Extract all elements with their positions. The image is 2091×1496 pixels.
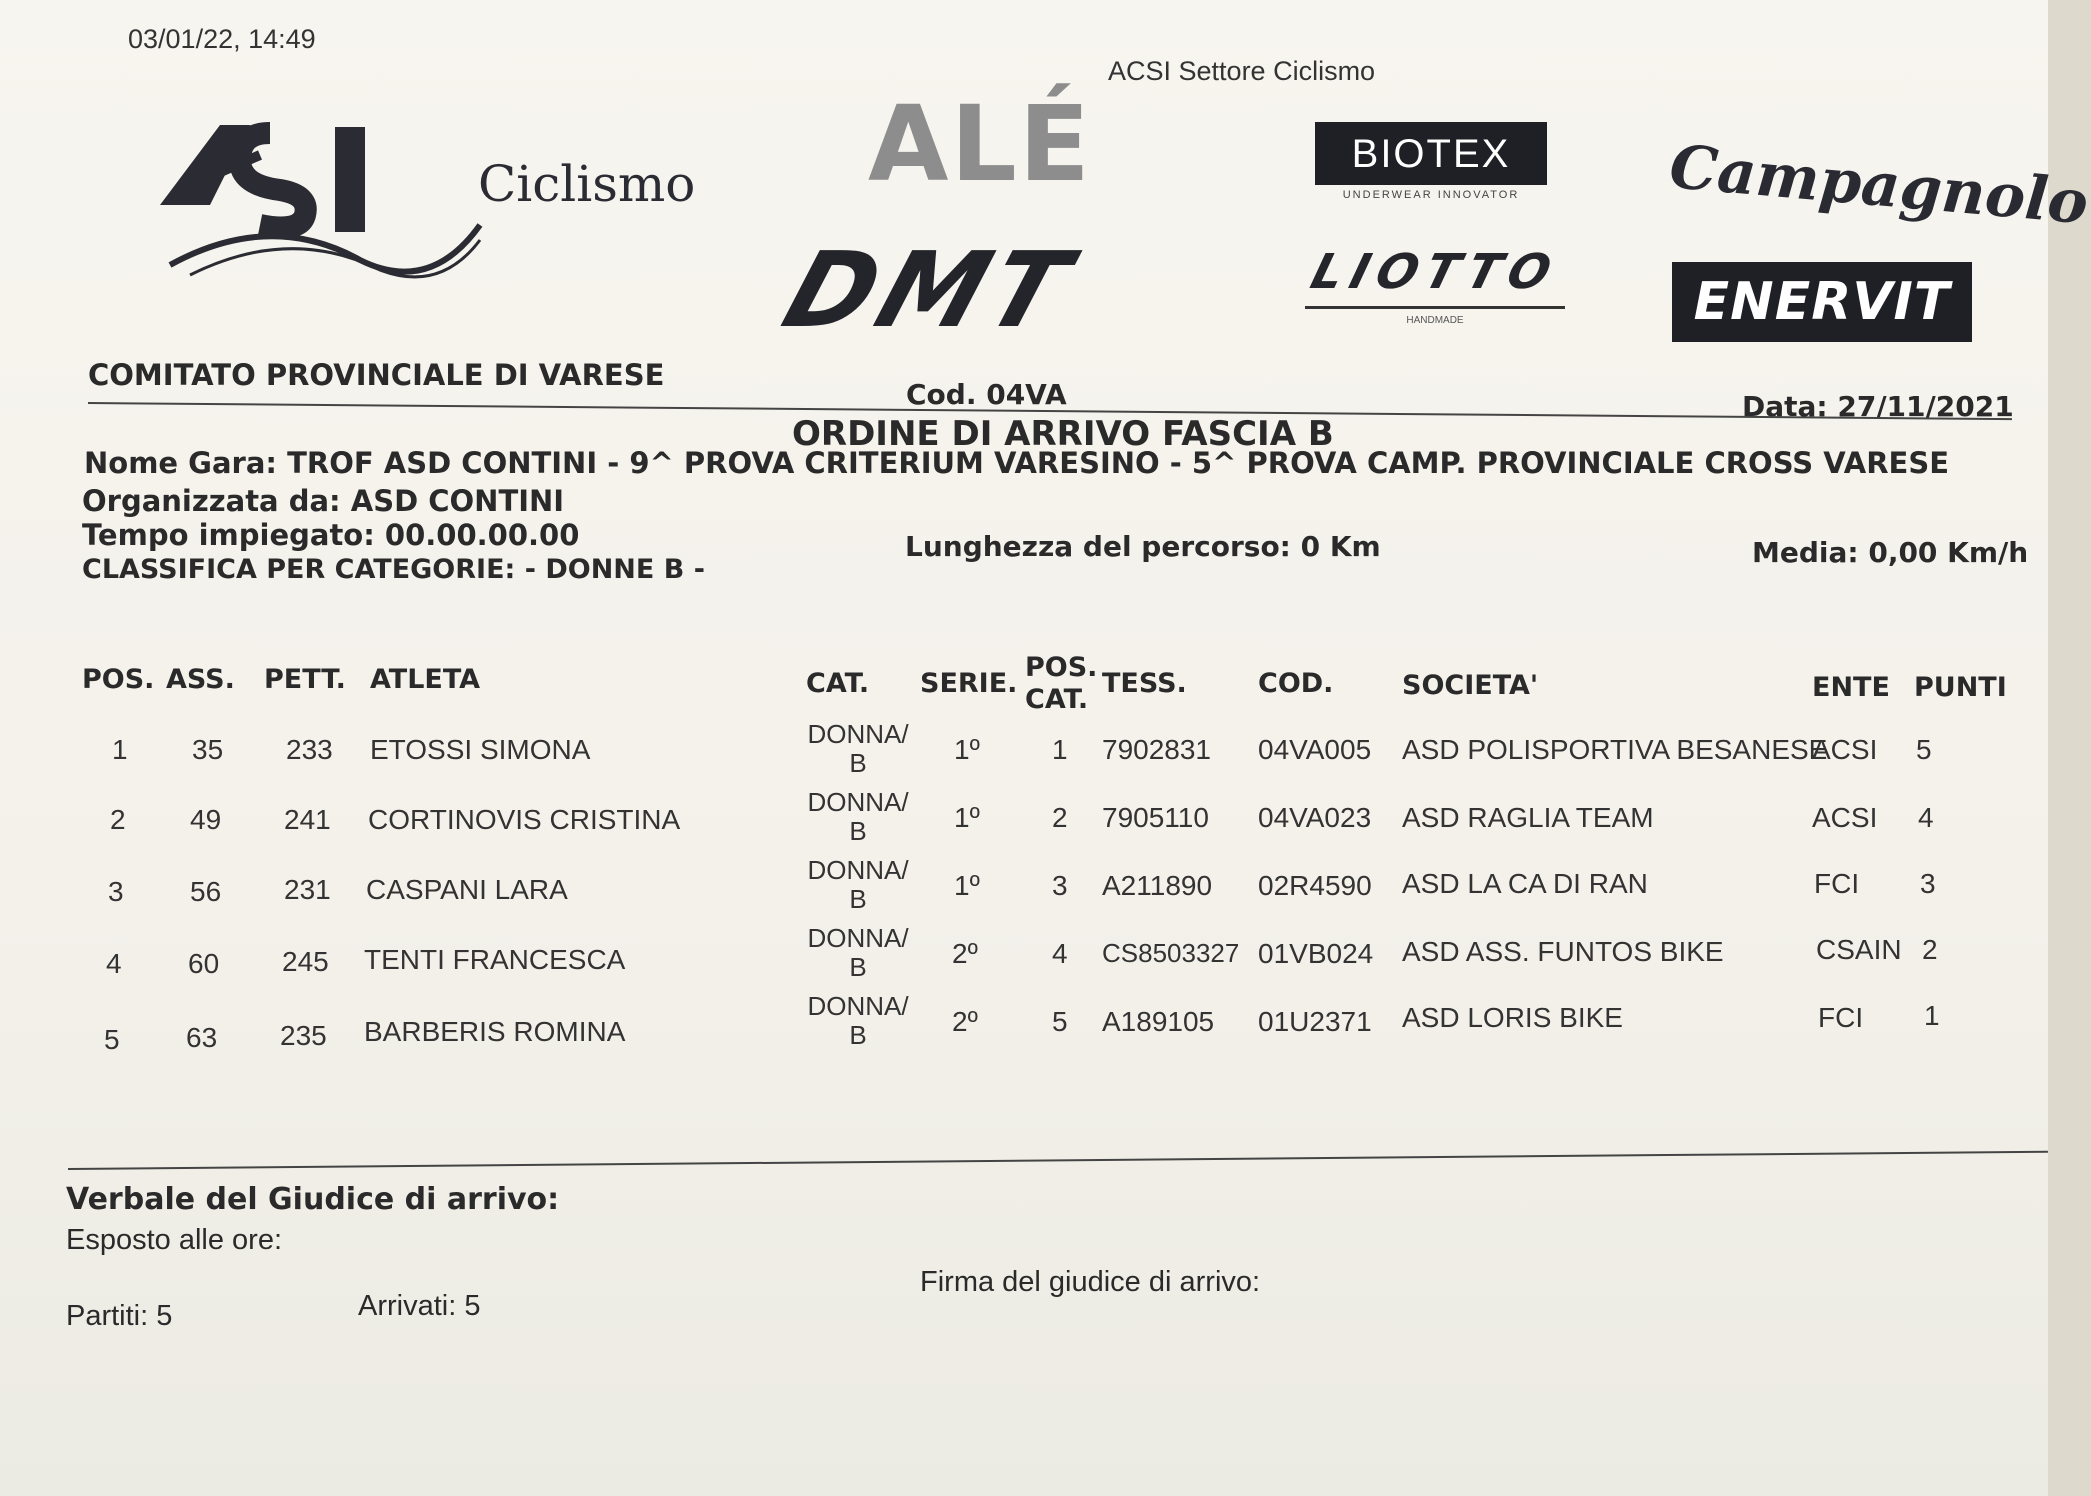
cell-ass: 49 [190,804,222,835]
cell-pos: 2 [110,804,126,835]
biotex-logo-tagline: UNDERWEAR INNOVATOR [1342,189,1520,201]
cell-cat-line2: B [849,747,867,778]
cell-pett: 231 [284,874,331,905]
cell-ente: FCI [1814,868,1860,899]
cell-cat [800,788,916,845]
col-cat: CAT. [806,668,870,699]
cell-cod: 01VB024 [1258,938,1374,969]
cell-tess: A189105 [1102,1006,1215,1037]
time-used: Tempo impiegato: 00.00.00.00 [82,518,580,552]
cell-poscat: 4 [1052,938,1068,969]
cell-poscat: 5 [1052,1006,1068,1037]
committee-name: COMITATO PROVINCIALE DI VARESE [88,358,665,392]
document-title: ORDINE DI ARRIVO FASCIA B [792,414,1334,454]
col-societa: SOCIETA' [1402,670,1539,701]
cell-punti: 5 [1916,734,1932,765]
cell-ente: ACSI [1812,734,1878,765]
cell-ass: 35 [192,734,224,765]
cell-pos: 4 [106,948,122,979]
cell-cat-line1: DONNA/ [807,991,909,1021]
campagnolo-logo: Campagnolo [1666,132,2091,239]
ranking-category: CLASSIFICA PER CATEGORIE: - DONNE B - [82,554,705,585]
cell-ente: FCI [1818,1002,1864,1033]
cell-poscat: 3 [1052,870,1068,901]
col-poscat-line1: POS. [1025,652,1098,683]
cell-punti: 1 [1924,1000,1940,1031]
dmt-logo: DMT [770,229,1089,351]
cell-cod: 04VA005 [1258,734,1372,765]
cell-pos: 3 [108,876,124,907]
liotto-logo [1280,244,1590,326]
cell-pett: 235 [280,1020,327,1051]
cell-atleta: CASPANI LARA [366,874,568,905]
cell-tess: A211890 [1102,870,1213,901]
cell-cod: 01U2371 [1258,1006,1372,1037]
starters-count: Partiti: 5 [66,1300,173,1332]
enervit-logo [1672,262,1972,342]
cell-punti: 2 [1922,934,1938,965]
footer-divider [68,1151,2048,1170]
cell-serie: 2º [952,1006,978,1037]
cell-pos: 1 [112,734,128,765]
col-ass: ASS. [166,664,235,695]
col-cod: COD. [1258,668,1334,699]
cell-pett: 245 [282,946,329,977]
cell-serie: 1º [954,734,980,765]
acsi-logo-wordmark: Ciclismo [478,155,696,213]
cell-serie: 2º [952,938,978,969]
liotto-logo-tagline: HANDMADE [1305,306,1565,326]
cell-pos: 5 [104,1024,120,1055]
cell-cat [800,992,916,1049]
col-atleta: ATLETA [370,664,481,695]
cell-societa: ASD LA CA DI RAN [1402,868,1648,899]
print-timestamp: 03/01/22, 14:49 [128,24,316,54]
cell-ente: CSAIN [1816,934,1902,965]
judge-signature-label: Firma del giudice di arrivo: [920,1266,1261,1298]
cell-cat-line2: B [849,951,867,982]
cell-poscat: 2 [1052,802,1068,833]
sector-title: ACSI Settore Ciclismo [1108,56,1376,86]
course-length: Lunghezza del percorso: 0 Km [905,530,1381,563]
cell-cat-line1: DONNA/ [807,855,909,885]
cell-atleta: TENTI FRANCESCA [364,944,626,975]
average-speed: Media: 0,00 Km/h [1752,536,2029,569]
cell-societa: ASD LORIS BIKE [1402,1002,1623,1033]
col-pett: PETT. [264,664,346,695]
cell-ass: 60 [188,948,220,979]
cell-cod: 02R4590 [1258,870,1372,901]
col-pos: POS. [82,664,155,695]
cell-cat [800,924,916,981]
cell-atleta: BARBERIS ROMINA [364,1016,626,1047]
enervit-logo-word: ENERVIT [1693,272,1951,332]
cell-cat-line1: DONNA/ [807,787,909,817]
biotex-logo-word: BIOTEX [1315,122,1547,185]
cell-punti: 4 [1918,802,1934,833]
cell-ass: 63 [186,1022,218,1053]
cell-societa: ASD RAGLIA TEAM [1402,802,1654,833]
cell-pett: 233 [286,734,333,765]
cell-ente: ACSI [1812,802,1878,833]
posted-at-label: Esposto alle ore: [66,1224,283,1256]
cell-tess: CS8503327 [1102,938,1240,968]
cell-tess: 7902831 [1102,734,1212,765]
acsi-emblem-icon [150,115,480,290]
cell-atleta: ETOSSI SIMONA [370,734,591,765]
cell-societa: ASD ASS. FUNTOS BIKE [1402,936,1724,967]
cell-pett: 241 [284,804,331,835]
committee-code: Cod. 04VA [906,378,1067,411]
liotto-logo-word: LIOTTO [1305,244,1565,300]
col-serie: SERIE. [920,668,1018,699]
cell-cat-line1: DONNA/ [807,923,909,953]
col-tess: TESS. [1102,668,1187,699]
race-organizer: Organizzata da: ASD CONTINI [82,484,565,518]
biotex-logo [1315,122,1547,201]
cell-serie: 1º [954,802,980,833]
cell-cat [800,720,916,777]
ale-logo: ALÉ [868,83,1092,205]
race-date: Data: 27/11/2021 [1742,390,2014,423]
col-poscat-line2: CAT. [1025,684,1089,715]
cell-poscat: 1 [1052,734,1068,765]
race-name: Nome Gara: TROF ASD CONTINI - 9^ PROVA CRITERIUM VARESINO - 5^ PROVA CAMP. PROVINCIALE CROSS VARESE [84,446,1950,480]
cell-cat-line1: DONNA/ [807,719,909,749]
finishers-count: Arrivati: 5 [358,1290,481,1322]
cell-cat-line2: B [849,815,867,846]
acsi-logo [150,115,696,290]
cell-serie: 1º [954,870,980,901]
judge-report-title: Verbale del Giudice di arrivo: [66,1182,560,1217]
col-punti: PUNTI [1914,672,2007,703]
cell-punti: 3 [1920,868,1936,899]
col-ente: ENTE [1812,672,1890,703]
cell-cat [800,856,916,913]
cell-tess: 7905110 [1102,802,1209,833]
cell-atleta: CORTINOVIS CRISTINA [368,804,681,835]
cell-ass: 56 [190,876,222,907]
cell-cod: 04VA023 [1258,802,1372,833]
cell-cat-line2: B [849,883,867,914]
cell-cat-line2: B [849,1019,867,1050]
cell-societa: ASD POLISPORTIVA BESANESE [1402,734,1828,765]
